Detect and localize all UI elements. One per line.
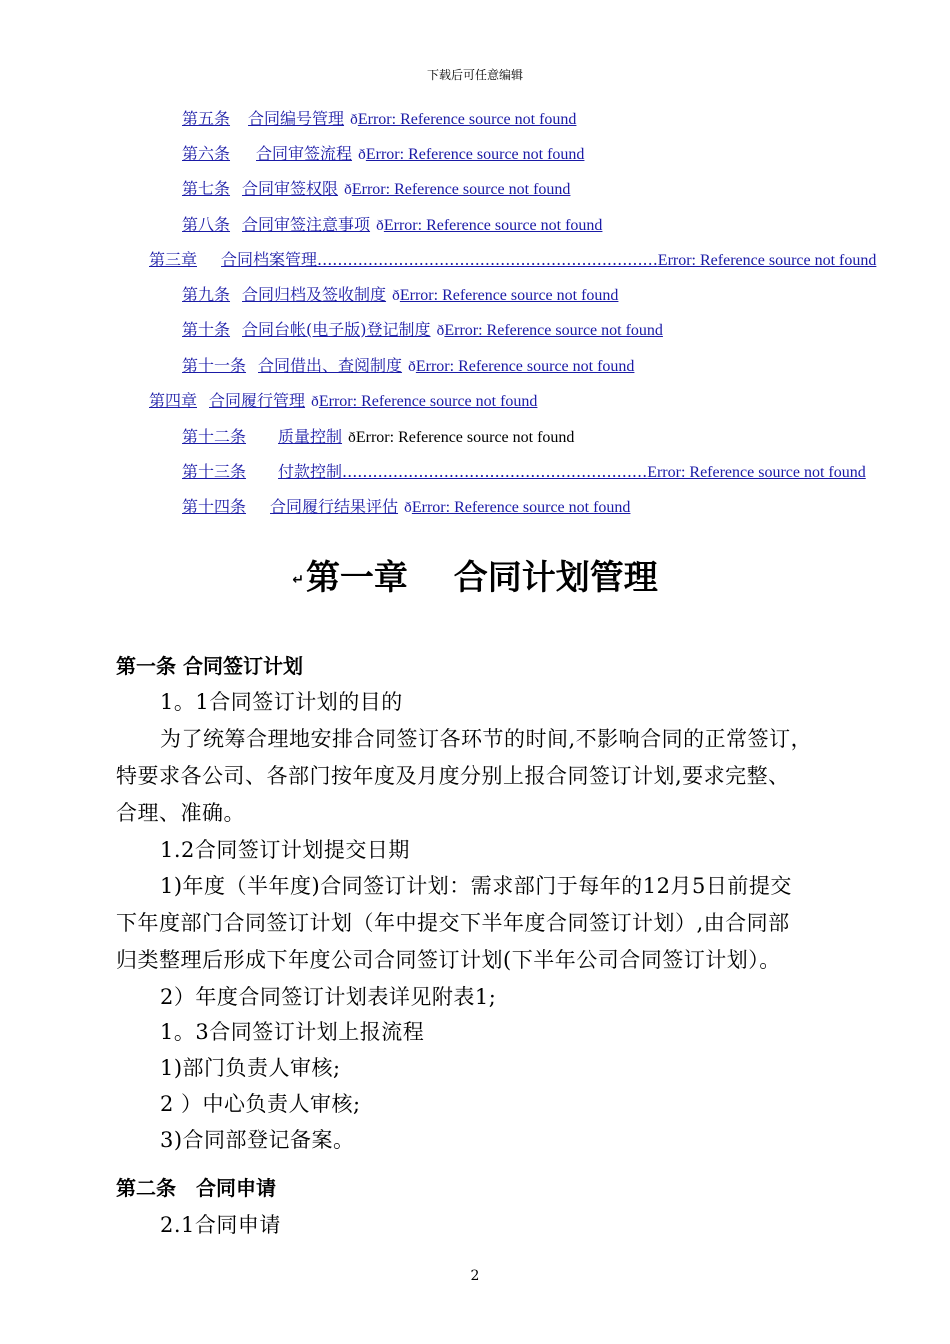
body-line: 1。3合同签订计划上报流程 bbox=[160, 1020, 425, 1044]
toc-entry[interactable] bbox=[182, 285, 618, 307]
toc-entry[interactable] bbox=[149, 250, 876, 271]
toc-label: 第十四条 bbox=[182, 497, 247, 516]
toc-mark: ð bbox=[358, 148, 366, 163]
toc-entry[interactable] bbox=[182, 320, 663, 342]
article-heading: 第一条 合同签订计划 bbox=[116, 654, 303, 678]
toc-label: 第八条 bbox=[182, 215, 231, 234]
toc-ref: Error: Reference source not found bbox=[357, 111, 577, 128]
toc-title: 合同审签权限 bbox=[242, 179, 339, 198]
toc-ref: Error: Reference source not found bbox=[383, 217, 603, 234]
body-line: 归类整理后形成下年度公司合同签订计划(下半年公司合同签订计划）。 bbox=[116, 948, 781, 972]
body-line: 3)合同部登记备案。 bbox=[160, 1128, 355, 1152]
toc-label: 第三章 bbox=[149, 250, 198, 269]
toc-title: 合同审签注意事项 bbox=[242, 215, 371, 234]
toc-title: 合同审签流程 bbox=[256, 144, 353, 163]
toc-entry[interactable] bbox=[182, 109, 576, 131]
toc-ref: Error: Reference source not found bbox=[355, 429, 575, 446]
toc-label: 第九条 bbox=[182, 285, 231, 304]
body-line: 特要求各公司、各部门按年度及月度分别上报合同签订计划,要求完整、 bbox=[116, 764, 790, 788]
toc-ref: Error: Reference source not found bbox=[415, 358, 635, 375]
toc-title: 合同履行管理 bbox=[209, 391, 306, 410]
toc-ref: Error: Reference source not found bbox=[657, 252, 877, 269]
toc-entry[interactable] bbox=[182, 427, 574, 449]
toc-ref: Error: Reference source not found bbox=[318, 393, 538, 410]
body-line: 为了统筹合理地安排合同签订各环节的时间,不影响合同的正常签订， bbox=[160, 727, 813, 751]
body-line: 2）年度合同签订计划表详见附表1; bbox=[160, 985, 497, 1009]
toc-ref: Error: Reference source not found bbox=[351, 181, 571, 198]
toc-title: 付款控制 bbox=[278, 462, 343, 481]
paragraph-mark-icon: ↵ bbox=[292, 571, 304, 588]
toc-label: 第六条 bbox=[182, 144, 231, 163]
toc-mark: ð bbox=[392, 289, 400, 304]
toc-mark: ð bbox=[344, 183, 352, 198]
body-line: 2 ）中心负责人审核; bbox=[160, 1092, 361, 1116]
toc-entry[interactable] bbox=[149, 391, 537, 413]
toc-title: 合同编号管理 bbox=[248, 109, 345, 128]
toc-ref: Error: Reference source not found bbox=[647, 464, 866, 481]
toc-mark: ð bbox=[404, 501, 412, 516]
body-line: 1)年度（半年度)合同签订计划：需求部门于每年的12月5日前提交 bbox=[160, 874, 792, 898]
toc-mark: ð bbox=[311, 395, 319, 410]
body-line: 1。1合同签订计划的目的 bbox=[160, 690, 403, 714]
toc-ref: Error: Reference source not found bbox=[411, 499, 631, 516]
toc-entry[interactable] bbox=[182, 356, 634, 378]
toc-entry[interactable] bbox=[182, 144, 584, 166]
chapter-title: 第一章 合同计划管理 bbox=[305, 558, 658, 598]
toc-label: 第十条 bbox=[182, 320, 231, 339]
toc-dots: ................................................................... bbox=[317, 250, 658, 269]
body-line: 1.2合同签订计划提交日期 bbox=[160, 838, 410, 862]
toc-mark: ð bbox=[376, 219, 384, 234]
toc-label: 第十二条 bbox=[182, 427, 247, 446]
toc-title: 合同档案管理 bbox=[221, 250, 318, 269]
toc-title: 质量控制 bbox=[278, 427, 343, 446]
toc-label: 第四章 bbox=[149, 391, 198, 410]
toc-label: 第七条 bbox=[182, 179, 231, 198]
body-line: 下年度部门合同签订计划（年中提交下半年度合同签订计划）,由合同部 bbox=[116, 911, 790, 935]
toc-entry[interactable] bbox=[182, 497, 630, 519]
body-line: 2.1合同申请 bbox=[160, 1213, 281, 1237]
toc-ref: Error: Reference source not found bbox=[365, 146, 585, 163]
toc-mark: ð bbox=[348, 431, 356, 446]
toc-dots: ............................................................ bbox=[342, 462, 648, 481]
article-heading: 第二条 合同申请 bbox=[116, 1176, 276, 1200]
toc-title: 合同台帐(电子版)登记制度 bbox=[242, 320, 431, 339]
toc-mark: ð bbox=[408, 360, 416, 375]
page-header: 下载后可任意编辑 bbox=[426, 68, 523, 82]
body-line: 合理、准确。 bbox=[116, 801, 245, 825]
toc-title: 合同履行结果评估 bbox=[270, 497, 399, 516]
toc-title: 合同归档及签收制度 bbox=[242, 285, 387, 304]
toc-mark: ð bbox=[436, 324, 445, 339]
toc-ref: Error: Reference source not found bbox=[399, 287, 619, 304]
toc-ref: Error: Reference source not found bbox=[444, 322, 663, 339]
toc-entry[interactable] bbox=[182, 215, 602, 237]
toc-mark: ð bbox=[350, 113, 358, 128]
chapter-heading bbox=[0, 550, 950, 599]
toc-entry[interactable] bbox=[182, 179, 570, 201]
toc-title: 合同借出、查阅制度 bbox=[258, 356, 403, 375]
body-line: 1)部门负责人审核; bbox=[160, 1056, 341, 1080]
page-number: 2 bbox=[470, 1268, 480, 1284]
toc-label: 第十三条 bbox=[182, 462, 247, 481]
toc-entry[interactable] bbox=[182, 462, 866, 483]
toc-label: 第五条 bbox=[182, 109, 231, 128]
toc-label: 第十一条 bbox=[182, 356, 247, 375]
